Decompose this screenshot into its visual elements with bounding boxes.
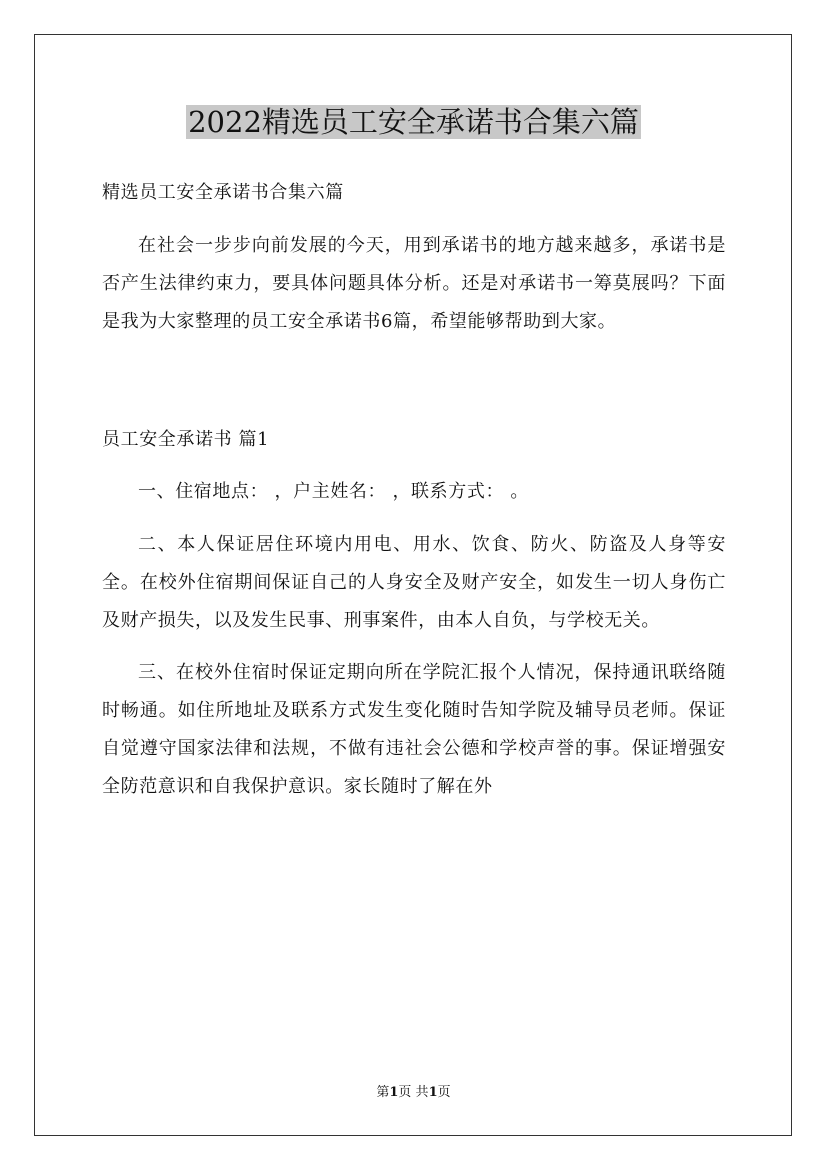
section-heading: 员工安全承诺书 篇1 xyxy=(102,428,270,450)
document-title-text: 2022精选员工安全承诺书合集六篇 xyxy=(188,105,639,139)
item-paragraph-1: 一、住宿地点： ，户主姓名： ，联系方式： 。 xyxy=(138,481,529,502)
subtitle-line: 精选员工安全承诺书合集六篇 xyxy=(102,182,344,203)
footer-total-pages: 1 xyxy=(428,1085,438,1100)
document-title xyxy=(0,100,827,144)
footer-page-number: 1 xyxy=(389,1085,399,1100)
document-body xyxy=(102,174,726,821)
intro-paragraph: 在社会一步步向前发展的今天，用到承诺书的地方越来越多，承诺书是否产生法律约束力，要具体问题具体分析。还是对承诺书一筹莫展吗？下面是我为大家整理的员工安全承诺书6篇，希望能够帮助到大家。 xyxy=(102,234,726,332)
item-paragraph-3: 三、在校外住宿时保证定期向所在学院汇报个人情况，保持通讯联络随时畅通。如住所地址及联系方式发生变化随时告知学院及辅导员老师。保证自觉遵守国家法律和法规，不做有违社会公德和学校声誉的事。保证增强安全防范意识和自我保护意识。家长随时了解在外 xyxy=(102,662,726,797)
footer-suffix: 页 xyxy=(437,1085,451,1100)
footer-prefix: 第 xyxy=(376,1085,390,1100)
page-footer xyxy=(0,1084,827,1102)
footer-middle: 页 共 xyxy=(398,1085,429,1100)
item-paragraph-2: 二、本人保证居住环境内用电、用水、饮食、防火、防盗及人身等安全。在校外住宿期间保证自己的人身安全及财产安全，如发生一切人身伤亡及财产损失，以及发生民事、刑事案件，由本人自负，与学校无关。 xyxy=(102,533,726,631)
